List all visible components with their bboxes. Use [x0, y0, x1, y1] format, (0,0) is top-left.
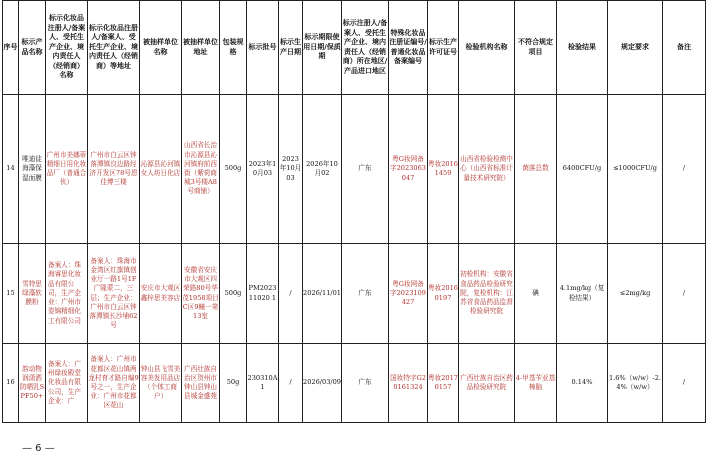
cell-requirement: ≤1000CFU/g — [608, 95, 663, 244]
cell-item: 碘 — [515, 244, 557, 344]
cell-no: 15 — [3, 244, 19, 344]
cell-reg-no: 粤G妆网备字2023109427 — [389, 244, 428, 344]
cell-prod-date: 2023年10月03 — [279, 95, 303, 244]
cell-no: 14 — [3, 95, 19, 244]
cell-result: 0.14% — [557, 344, 608, 423]
cell-expiry: 2026年10月02 — [303, 95, 342, 244]
table-row — [3, 244, 706, 344]
header-note: 备注 — [663, 1, 706, 95]
cell-item: 4-甲基苄亚基樟脑 — [515, 344, 557, 423]
header-company-address: 标示化妆品注册人/备案人、受托生产企业、境内责任人（经销商）等地址 — [88, 1, 140, 95]
cell-region: 广东 — [342, 95, 389, 244]
cell-prod-date: / — [279, 244, 303, 344]
cell-batch: 230310A1 — [247, 344, 279, 423]
cell-requirement: ≤2mg/kg — [608, 244, 663, 344]
cell-result: 6400CFU/g — [557, 95, 608, 244]
header-expiry: 标示期限使用日期/保质期 — [303, 1, 342, 95]
cell-note: / — [663, 344, 706, 423]
header-no: 序号 — [3, 1, 19, 95]
page-number: — 6 — — [22, 443, 55, 454]
cell-item: 菌落总数 — [515, 95, 557, 244]
cell-batch: PM202311020 1 — [247, 244, 279, 344]
cell-lab: 山西省检验检测中心（山西省标准计量技术研究院） — [459, 95, 515, 244]
header-reg-no: 特殊化妆品注册证编号/普通化妆品备案编号 — [389, 1, 428, 95]
cell-license: 粤妆20161459 — [428, 95, 459, 244]
table-header-row — [3, 1, 706, 95]
cell-sampled-unit: 钟山县飞雪美容美发用品店（个体工商户） — [140, 344, 182, 423]
cell-expiry: 2026/11/01 — [303, 244, 342, 344]
cell-expiry: 2026/03/09 — [303, 344, 342, 423]
cell-product-name: 雪特思绿藻软膜粉 — [19, 244, 46, 344]
cell-license: 粤妆20160197 — [428, 244, 459, 344]
header-company-name: 标示化妆品注册人/备案人、受托生产企业、境内责任人（经销商）名称 — [46, 1, 88, 95]
cell-result: 4.1mg/kg（复检结果） — [557, 244, 608, 344]
header-product-name: 标示产品名称 — [19, 1, 46, 95]
cell-note: / — [663, 95, 706, 244]
cell-reg-no: 国妆特字G20161324 — [389, 344, 428, 423]
cell-sampled-address: 山西省长治市沁源县沁河镇府前西街（紫荷商城3号楼A8号商铺） — [182, 95, 220, 244]
header-region: 标示注册人/备案人、受托生产企业、境内责任人（经销商）所在地区/产品进口地区 — [342, 1, 389, 95]
header-result: 检验结果 — [557, 1, 608, 95]
cell-spec: 500g — [220, 95, 247, 244]
cell-company-address: 备案人：珠海市金湾区红旗镇创业厅一路1号1F广隆蒙二，三层；生产企业：广州市白云区钟落潭镇长沙埔62号 — [88, 244, 140, 344]
header-prod-date: 标示生产日期 — [279, 1, 303, 95]
cell-lab: 广西壮族自治区药品检验研究院 — [459, 344, 515, 423]
cell-requirement: 1.6%（w/w）-2.4%（w/w） — [608, 344, 663, 423]
cell-sampled-unit: 安庆市大观区鑫梓思美容店 — [140, 244, 182, 344]
cell-company-name: 备案人：珠海睿思化妆品有限公司，生产企业：广州市姿锦精细化工有限公司 — [46, 244, 88, 344]
table-row — [3, 344, 706, 423]
cell-lab: 初检机构：安徽省食品药品检验研究院，复检机构：江苏省食品药品监督检验研究院 — [459, 244, 515, 344]
header-spec: 包装规格 — [220, 1, 247, 95]
cell-product-name: 唯迪徒海藻保湿面膜 — [19, 95, 46, 244]
cell-spec: 500g — [220, 244, 247, 344]
cell-prod-date: / — [279, 344, 303, 423]
header-sampled-address: 被抽样单位地址 — [182, 1, 220, 95]
cell-company-name: 广州市美娜蒂精细日用化妆品厂（普通合伙） — [46, 95, 88, 244]
header-batch: 标示批号 — [247, 1, 279, 95]
cell-product-name: 韵动物润潇洒防晒乳SPF50+ — [19, 344, 46, 423]
cell-batch: 2023年10月03 — [247, 95, 279, 244]
cell-region: 广东 — [342, 344, 389, 423]
cell-sampled-address: 安徽省安庆市大观区四荣路80号华茂1958项目C区9幢一第13室 — [182, 244, 220, 344]
cell-reg-no: 粤G妆网备字2023063047 — [389, 95, 428, 244]
header-sampled-unit: 被抽样单位名称 — [140, 1, 182, 95]
cell-no: 16 — [3, 344, 19, 423]
cell-note: / — [663, 244, 706, 344]
sampling-results-table — [2, 0, 706, 423]
cell-company-name: 备案人：广州绿妆殿堂化妆品有限公司，生产企业：广 — [46, 344, 88, 423]
table-row — [3, 95, 706, 244]
cell-sampled-unit: 沁源县沁河镇女人坊日化店 — [140, 95, 182, 244]
header-lab: 检验机构名称 — [459, 1, 515, 95]
header-license: 标示生产许可证号 — [428, 1, 459, 95]
cell-license: 粤妆20170157 — [428, 344, 459, 423]
cell-sampled-address: 广西壮族自治区贺州市钟山县钟山县城金盛苑 — [182, 344, 220, 423]
cell-region: 广东 — [342, 244, 389, 344]
cell-spec: 50g — [220, 344, 247, 423]
cell-company-address: 备案人：广州市花都区花山镇两龙村育才路自编9号之一，生产企业：广州市花都区花山 — [88, 344, 140, 423]
cell-company-address: 广州市白云区钟落潭镇良边路经济开发区78号恩佳博三楼 — [88, 95, 140, 244]
header-requirement: 规定要求 — [608, 1, 663, 95]
header-item: 不符合规定项目 — [515, 1, 557, 95]
